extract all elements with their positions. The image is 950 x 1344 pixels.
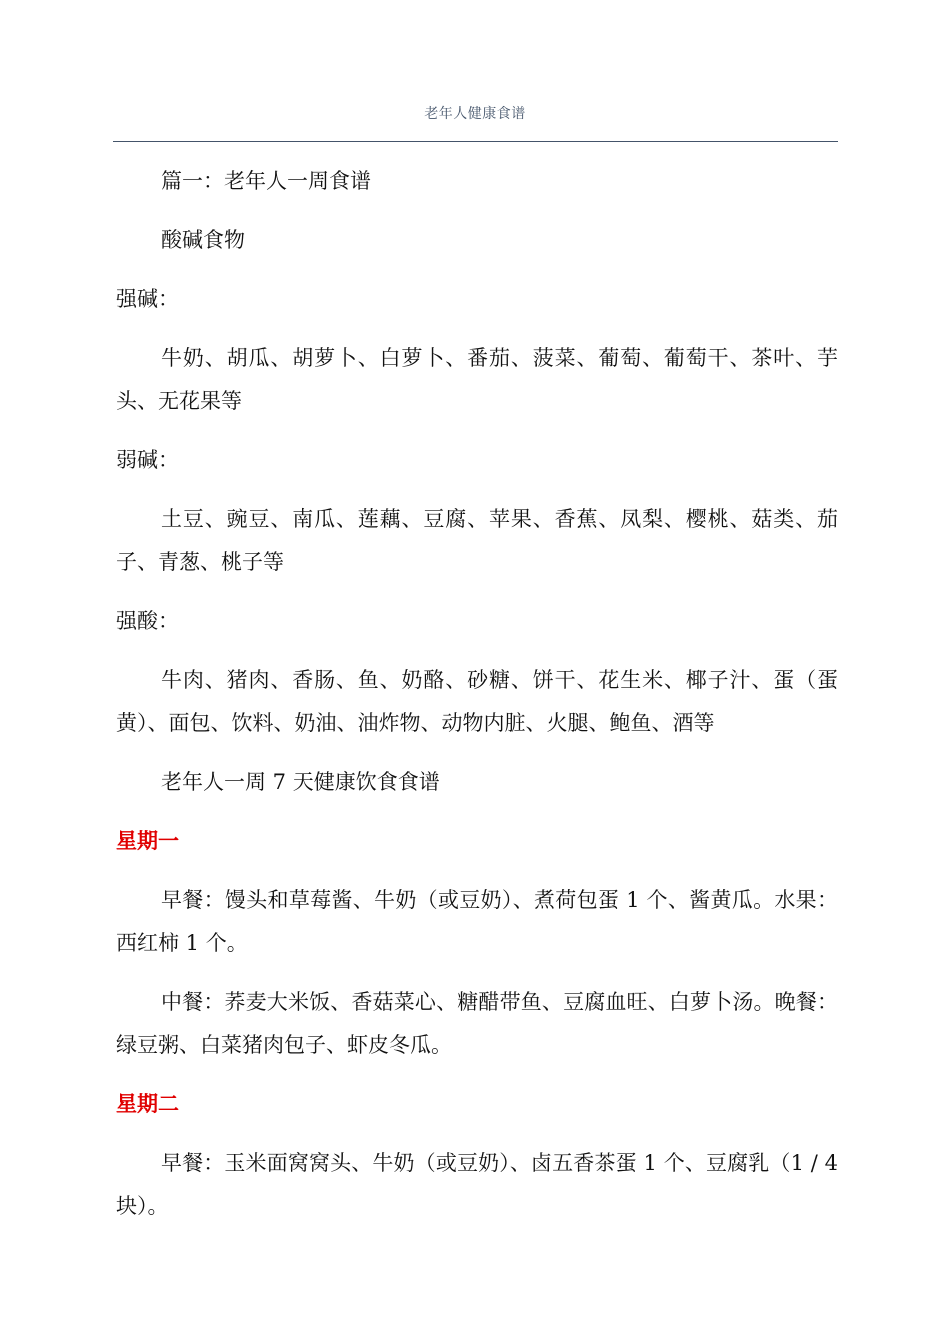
day-heading-tuesday: 星期二 — [116, 1092, 179, 1116]
section-title: 篇一：老年人一周食谱 — [161, 169, 371, 193]
acid-alkaline-title: 酸碱食物 — [161, 228, 245, 252]
strong-alkaline-label: 强碱： — [116, 287, 179, 311]
tuesday-meal-1: 早餐：玉米面窝窝头、牛奶（或豆奶）、卤五香茶蛋 1 个、豆腐乳（1 / 4块）。 — [116, 1151, 838, 1218]
week-menu-title: 老年人一周 7 天健康饮食食谱 — [161, 770, 440, 794]
weak-alkaline-items: 土豆、豌豆、南瓜、莲藕、豆腐、苹果、香蕉、凤梨、樱桃、菇类、茄子、青葱、桃子等 — [116, 507, 838, 574]
header-divider — [113, 141, 838, 142]
page-header-title: 老年人健康食谱 — [424, 106, 526, 122]
strong-acid-label: 强酸： — [116, 609, 179, 633]
strong-alkaline-items: 牛奶、胡瓜、胡萝卜、白萝卜、番茄、菠菜、葡萄、葡萄干、茶叶、芋头、无花果等 — [116, 346, 838, 413]
monday-meal-1: 早餐：馒头和草莓酱、牛奶（或豆奶）、煮荷包蛋 1 个、酱黄瓜。水果：西红柿 1 个。 — [116, 888, 838, 955]
weak-alkaline-label: 弱碱： — [116, 448, 179, 472]
document-body — [116, 160, 838, 1244]
day-heading-monday: 星期一 — [116, 829, 179, 853]
strong-acid-items: 牛肉、猪肉、香肠、鱼、奶酪、砂糖、饼干、花生米、椰子汁、蛋（蛋黄）、面包、饮料、奶油、油炸物、动物内脏、火腿、鲍鱼、酒等 — [116, 668, 838, 735]
monday-meal-2: 中餐：荞麦大米饭、香菇菜心、糖醋带鱼、豆腐血旺、白萝卜汤。晚餐：绿豆粥、白菜猪肉包子、虾皮冬瓜。 — [116, 990, 838, 1057]
